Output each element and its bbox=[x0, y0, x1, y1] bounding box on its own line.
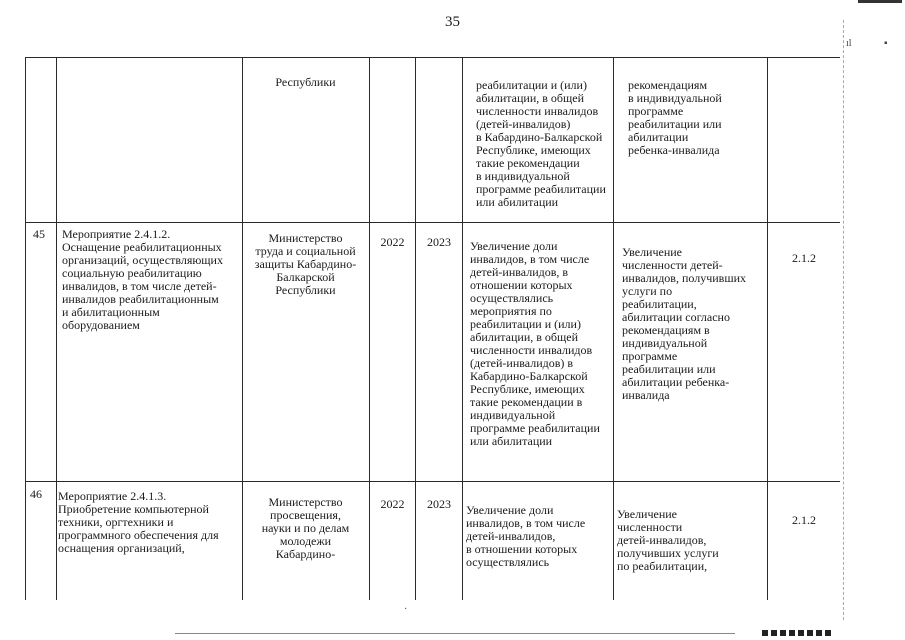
row-46-link: 2.1.2 bbox=[792, 514, 816, 527]
bottom-edge-mark bbox=[762, 630, 832, 636]
row-45-start-year: 2022 bbox=[380, 236, 405, 249]
row-46-end-year: 2023 bbox=[427, 498, 451, 511]
margin-dot: ▪ bbox=[884, 38, 888, 49]
row-46-start-year: 2022 bbox=[380, 498, 405, 511]
row-0-executor: Республики bbox=[275, 76, 336, 89]
row-46-executor: Министерство просвещения, науки и по делам молодежи Кабардино- bbox=[261, 496, 350, 561]
margin-mark: ıl bbox=[846, 38, 852, 49]
row-45-result: Увеличение доли инвалидов, в том числе детей-инвалидов, в отношении которых осуществлялись мероприятия по реабилитации и (или) абилитации, в общей численности инвалидов (детей-инвалидов) в Кабардино-Балкарской Республике, имеющих такие рекомендации в индивидуальной программе реабилитации или абилитации bbox=[470, 240, 600, 448]
row-45-executor: Министерство труда и социальной защиты Кабардино- Балкарской Республики bbox=[254, 232, 357, 297]
row-45-number: 45 bbox=[33, 228, 45, 241]
bottom-scan-line bbox=[175, 633, 735, 634]
row-46-number: 46 bbox=[30, 488, 42, 501]
row-45-event: Мероприятие 2.4.1.2. Оснащение реабилитационных организаций, осуществляющих социальную реабилитацию инвалидов, в том числе детей- инвалидов реабилитационным и абилитационным оборудованием bbox=[62, 228, 223, 332]
row-45-end-year: 2023 bbox=[427, 236, 451, 249]
row-45-link: 2.1.2 bbox=[792, 252, 816, 265]
row-0-indicator: рекомендациям в индивидуальной программе реабилитации или абилитации ребенка-инвалида bbox=[628, 79, 722, 157]
row-46-indicator: Увеличение численности детей-инвалидов, получивших услуги по реабилитации, bbox=[617, 508, 719, 573]
row-45-indicator: Увеличение численности детей- инвалидов, получивших услуги по реабилитации, абилитации согласно рекомендациям в индивидуальной программе реабилитации или абилитации ребенка- инвалида bbox=[622, 246, 747, 402]
page-number: 35 bbox=[445, 14, 460, 30]
right-margin-rule bbox=[843, 20, 845, 620]
row-0-result: реабилитации и (или) абилитации, в общей численности инвалидов (детей-инвалидов) в Кабардино-Балкарской Республике, имеющих такие рекомендации в индивидуальной программе реабилитации или абилитации bbox=[476, 79, 606, 209]
row-46-event: Мероприятие 2.4.1.3. Приобретение компьютерной техники, оргтехники и программного обеспечения для оснащения организаций, bbox=[58, 490, 219, 555]
top-edge-mark bbox=[858, 0, 902, 3]
row-46-result: Увеличение доли инвалидов, в том числе детей-инвалидов, в отношении которых осуществлялись bbox=[466, 504, 586, 569]
scan-speck: · bbox=[404, 604, 408, 615]
